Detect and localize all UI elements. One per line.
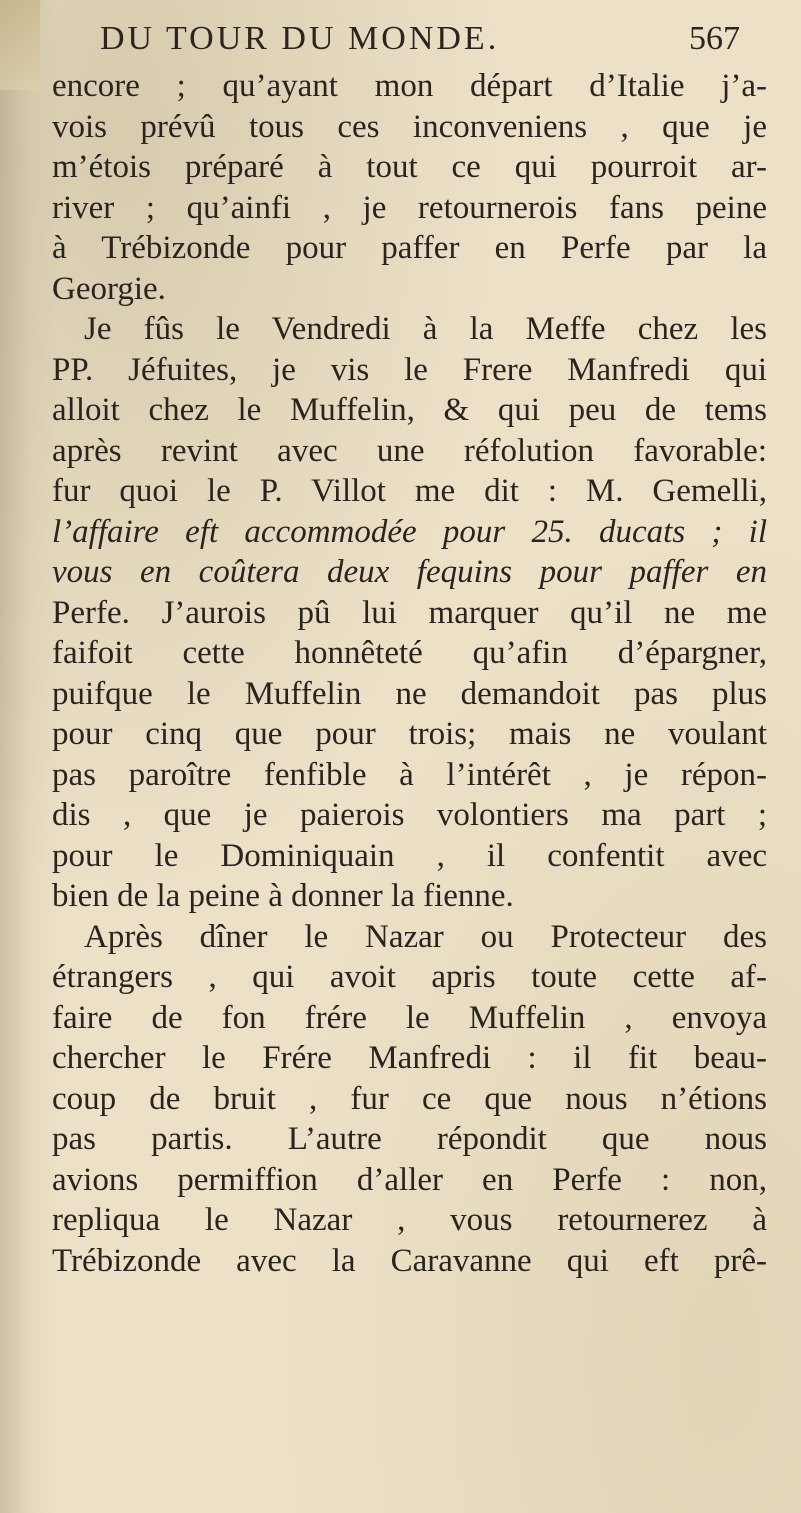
text-line: faifoit cette honnêteté qu’afin d’épargner, (52, 635, 767, 671)
text-line: river ; qu’ainfi , je retournerois fans peine (52, 189, 767, 226)
text-line: pour le Dominiquain , il confentit avec (52, 837, 767, 874)
text-line: Georgie. (52, 270, 166, 307)
text-line: m’étois préparé à tout ce qui pourroit ar- (52, 149, 767, 185)
page-header (100, 20, 740, 64)
text-line: bien de la peine à donner la fienne. (52, 878, 514, 914)
running-title: DU TOUR DU MONDE. (100, 20, 500, 57)
text-line: à Trébizonde pour paffer en Perfe par la (52, 230, 767, 266)
text-line: fur quoi le P. Villot me dit : M. Gemelli, (52, 473, 767, 509)
text-line: dis , que je paierois volontiers ma part ; (52, 797, 767, 833)
paragraph-start-line: Après dîner le Nazar ou Protecteur des (84, 918, 767, 955)
italic-text-line: vous en coûtera deux fequins pour paffer en (52, 554, 767, 590)
text-line: pas paroître fenfible à l’intérêt , je répon- (52, 756, 767, 793)
body-text (52, 66, 767, 1281)
text-line: coup de bruit , fur ce que nous n’étions (52, 1080, 767, 1117)
text-line: après revint avec une réfolution favorable: (52, 432, 767, 469)
paragraph-start-line: Je fûs le Vendredi à la Meffe chez les (84, 311, 767, 347)
text-line: Perfe. J’aurois pû lui marquer qu’il ne me (52, 594, 767, 631)
text-line: Trébizonde avec la Caravanne qui eft prê- (52, 1242, 767, 1279)
text-line: vois prévû tous ces inconveniens , que je (52, 108, 767, 145)
italic-text-line: l’affaire eft accommodée pour 25. ducats ; il (52, 513, 767, 550)
text-line: repliqua le Nazar , vous retournerez à (52, 1202, 767, 1238)
text-line: chercher le Frére Manfredi : il fit beau- (52, 1040, 767, 1076)
text-line: encore ; qu’ayant mon départ d’Italie j’a- (52, 68, 767, 104)
page-number: 567 (689, 20, 740, 57)
text-line: avions permiffion d’aller en Perfe : non, (52, 1161, 767, 1198)
page-corner-shadow (0, 0, 40, 90)
text-line: alloit chez le Muffelin, & qui peu de tems (52, 392, 767, 428)
text-line: puifque le Muffelin ne demandoit pas plus (52, 675, 767, 712)
text-line: pour cinq que pour trois; mais ne voulant (52, 716, 767, 752)
text-line: PP. Jéfuites, je vis le Frere Manfredi qui (52, 351, 767, 388)
text-line: étrangers , qui avoit apris toute cette af- (52, 959, 767, 995)
text-line: faire de fon frére le Muffelin , envoya (52, 999, 767, 1036)
text-line: pas partis. L’autre répondit que nous (52, 1121, 767, 1157)
